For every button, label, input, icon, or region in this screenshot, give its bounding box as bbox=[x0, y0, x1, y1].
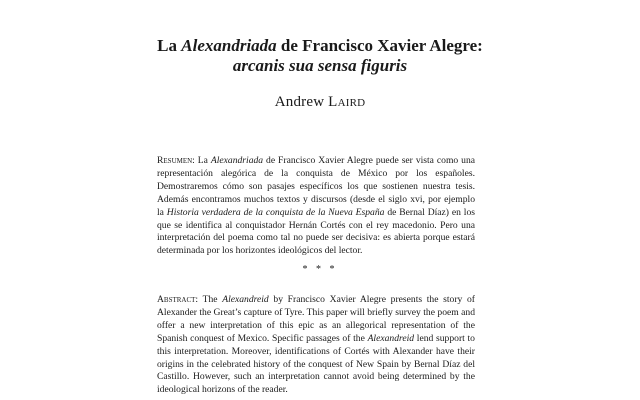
resumen-label: Resumen: bbox=[157, 155, 195, 166]
section-separator: * * * bbox=[302, 264, 338, 275]
resumen-paragraph: Resumen: La Alexandriada de Francisco Xavier Alegre puede ser vista como una representación alegórica de la conquista de México por los españoles. Demostraremos cómo son pasajes específicos los que sostienen nuestra tesis. Además encontramos muchos textos y discursos (desde el siglo xvi, por ejemplo la Historia verdadera de la conquista de la Nueva España de Bernal Díaz) en los que se identifica al conquistador Hernán Cortés con el rey macedonio. Pero una interpretación del poema como tal no puede ser decisiva: es abierta porque estará determinada por los horizontes ideológicos del lector. bbox=[157, 155, 475, 257]
title-line-2: arcanis sua sensa figuris bbox=[232, 56, 408, 75]
title-line-1: La Alexandriada de Francisco Xavier Alegre: bbox=[157, 36, 483, 55]
author-name: Andrew Laird bbox=[274, 94, 366, 110]
title-italic-word: Alexandriada bbox=[181, 36, 277, 55]
abstract-paragraph: Abstract: The Alexandreid by Francisco Xavier Alegre presents the story of Alexander the Great’s capture of Tyre. This paper will briefly survey the poem and offer a new interpretation of this epic as an allegorical representation of the Spanish conquest of Mexico. Specific passages of the Alexandreid lend support to this interpretation. Moreover, identifications of Cortés with Alexander have their origins in the celebrated history of the conquest of New Spain by Bernal Díaz del Castillo. However, such an interpretation cannot avoid being determined by the ideological horizons of the reader. bbox=[157, 294, 475, 396]
abstract-label: Abstract: bbox=[157, 294, 199, 305]
paper-title bbox=[0, 36, 640, 76]
